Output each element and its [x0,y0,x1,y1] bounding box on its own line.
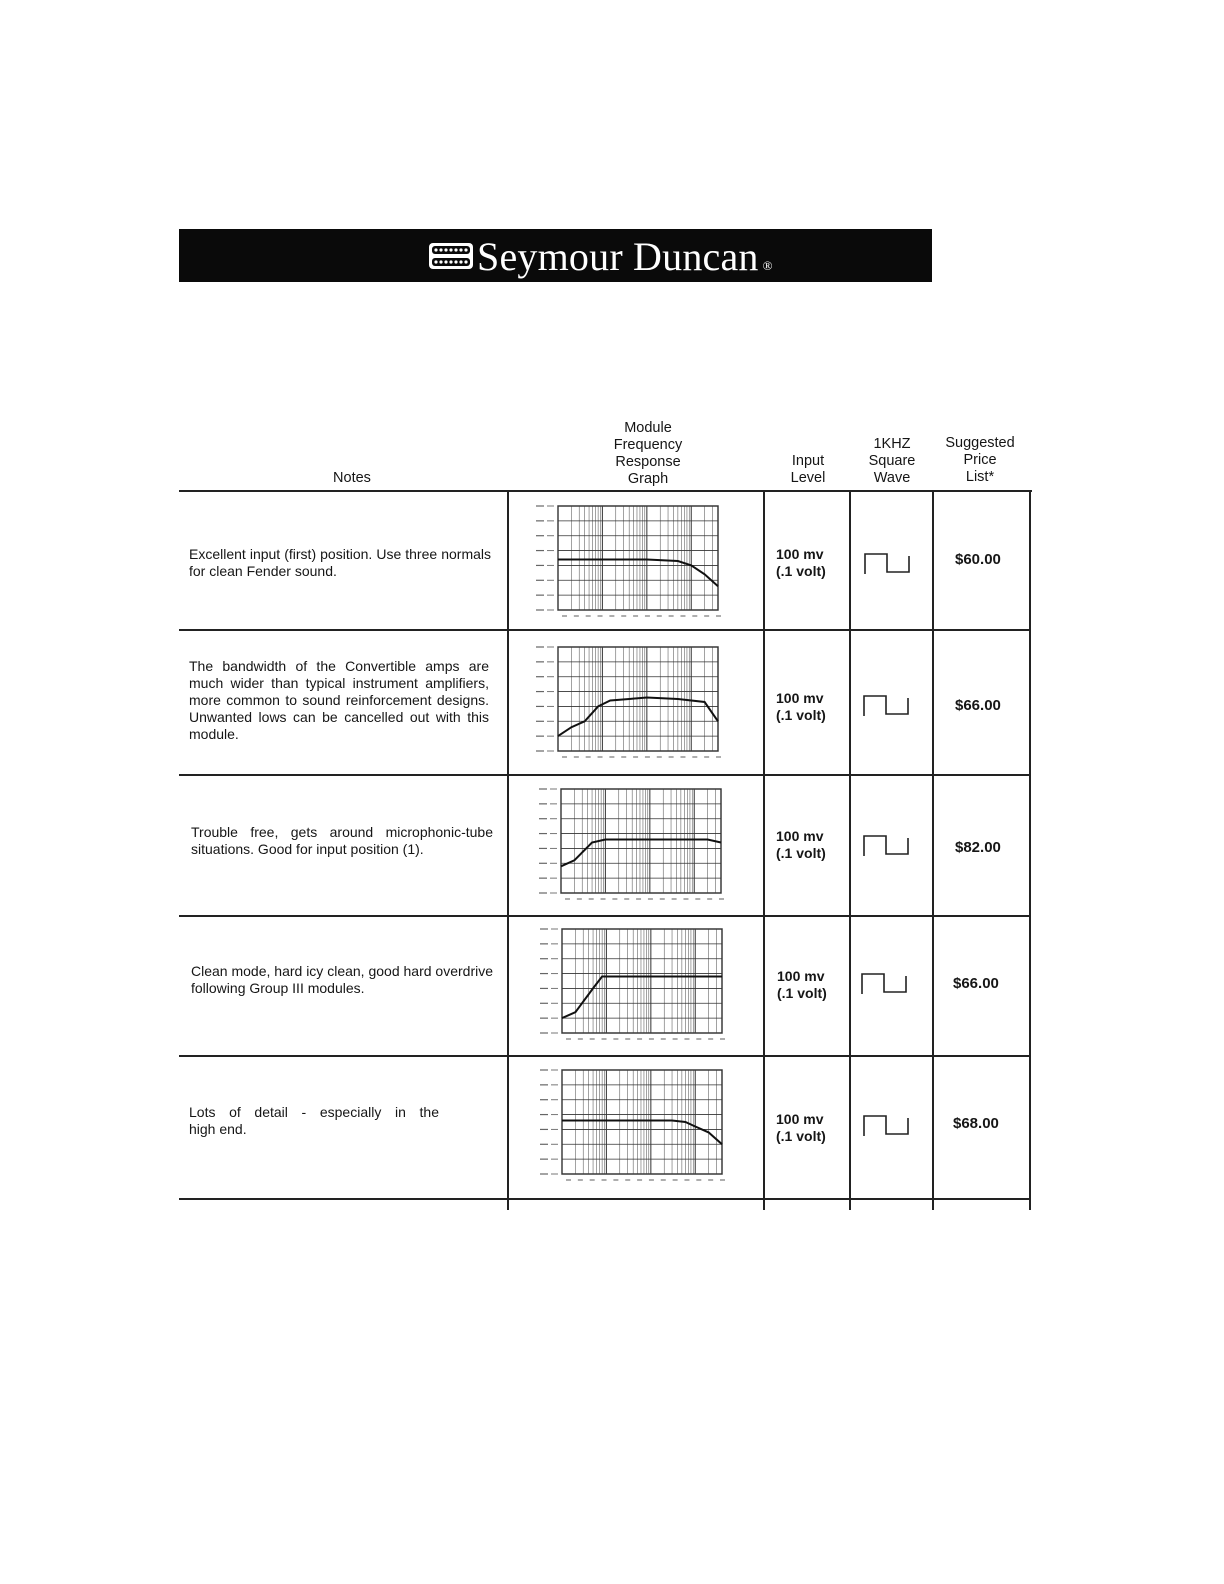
price: $66.00 [953,975,999,992]
column-header-notes: Notes [333,470,371,486]
input-level: 100 mv (.1 volt) [776,1111,826,1144]
ss-humbucker-logo-icon [428,241,474,271]
response-curve [562,977,722,1019]
column-header-graph: Module Frequency Response Graph [613,420,683,487]
response-curve [558,560,718,587]
column-header-price: Suggested Price List* [945,435,1015,485]
column-header-input-level: Input Level [790,453,826,486]
price: $60.00 [955,551,1001,568]
row-notes: Lots of detail - especially in the high end. [189,1104,439,1137]
square-wave-icon [862,832,910,858]
input-level: 100 mv (.1 volt) [776,828,826,861]
input-level: 100 mv (.1 volt) [777,968,827,1001]
row-notes: Trouble free, gets around microphonic-tube situations. Good for input position (1). [191,824,493,857]
table-rule [179,1198,1029,1200]
graph-frame [562,929,722,1033]
response-curve [562,1121,722,1145]
price: $82.00 [955,839,1001,856]
response-curve [558,698,718,737]
price: $66.00 [955,697,1001,714]
brand-lockup [428,233,773,279]
column-divider [849,490,851,1210]
square-wave-icon [862,692,910,718]
column-divider [507,490,509,1210]
graph-frame [562,1070,722,1174]
table-rule [179,1055,1029,1057]
frequency-response-graph [532,641,732,763]
square-wave-icon [863,550,911,576]
row-notes: The bandwidth of the Convertible amps are much wider than typical instrument amplifiers, more common to sound reinforcement designs. Unwanted lows can be cancelled out with this module. [189,658,489,742]
column-divider [1029,490,1031,1210]
frequency-response-graph [536,923,736,1045]
column-header-square-wave: 1KHZ Square Wave [868,436,916,486]
brand-name: Seymour Duncan [477,233,759,279]
row-notes: Clean mode, hard icy clean, good hard overdrive following Group III modules. [191,963,493,996]
graph-frame [558,506,718,610]
square-wave-icon [862,1112,910,1138]
price: $68.00 [953,1115,999,1132]
frequency-response-graph [532,500,732,622]
column-divider [763,490,765,1210]
table-rule [179,915,1030,917]
square-wave-icon [860,970,908,996]
table-rule [179,490,1032,492]
input-level: 100 mv (.1 volt) [776,690,826,723]
input-level: 100 mv (.1 volt) [776,546,826,579]
response-curve [561,840,721,867]
table-rule [179,629,1031,631]
table-rule [179,774,1031,776]
frequency-response-graph [536,1064,736,1186]
row-notes: Excellent input (first) position. Use three normals for clean Fender sound. [189,546,491,579]
graph-frame [561,789,721,893]
column-divider [932,490,934,1210]
registered-mark: ® [762,258,773,273]
frequency-response-graph [535,783,735,905]
